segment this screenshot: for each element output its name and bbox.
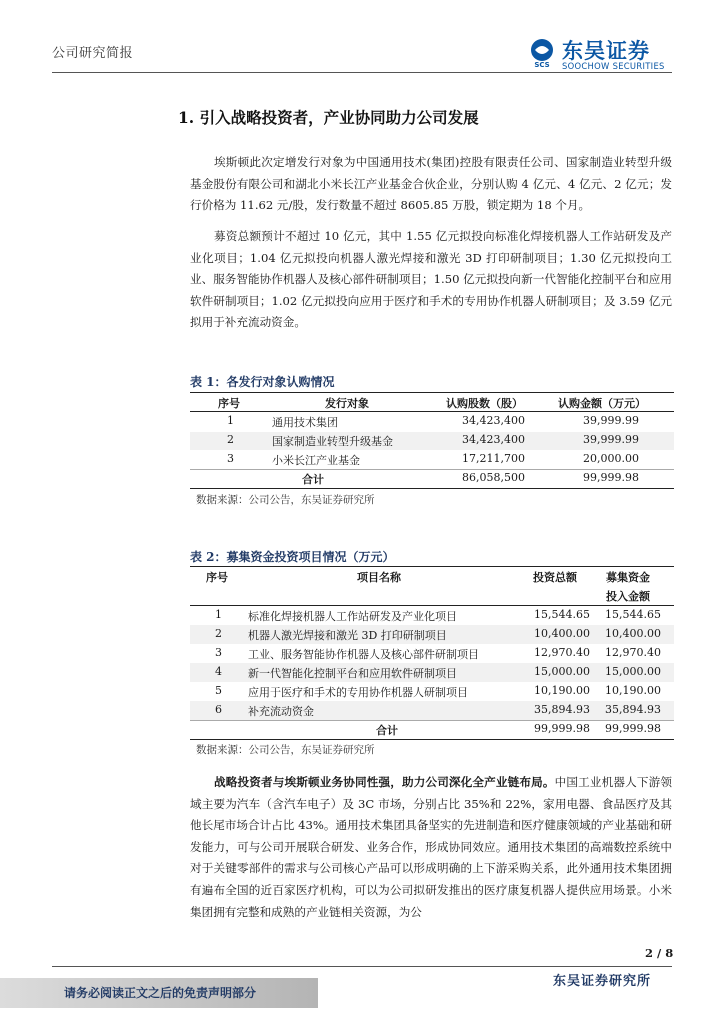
table1-cell: 39,999.99 [583,433,639,446]
table2-header-rule [190,605,674,606]
table2-cell: 3 [215,646,222,659]
company-logo [527,36,677,72]
table2-cell: 35,894.93 [605,703,661,716]
table1-header-cell: 认购金额（万元） [558,397,646,410]
table2-header-cell: 募集资金 [606,571,650,584]
table2-cell: 15,544.65 [534,608,590,621]
paragraph-synergy [190,772,672,923]
table2-cell: 12,970.40 [605,646,661,659]
table1-cell: 小米长江产业基金 [272,454,360,467]
table2-cell: 5 [215,684,222,697]
table2-bottom-rule [190,739,674,740]
table2-cell: 15,000.00 [605,665,661,678]
table2-source: 数据来源：公司公告，东吴证券研究所 [196,744,375,756]
table2-cell: 应用于医疗和手术的专用协作机器人研制项目 [248,686,468,699]
table1-cell: 2 [227,433,234,446]
table2-cell: 15,000.00 [534,665,590,678]
table1-total-rule [190,469,674,470]
table2-total-cell: 99,999.98 [605,722,661,735]
table2-header-cell: 投入金额 [606,590,650,603]
paragraph-synergy-lead: 战略投资者与埃斯顿业务协同性强，助力公司深化全产业链布局。 [214,775,555,789]
table2-cell: 1 [215,608,222,621]
paragraph-synergy-body: 中国工业机器人下游领域主要为汽车（含汽车电子）及 3C 市场，分别占比 35%和 22%，家用电器、食品医疗及其他长尾市场合计占比 43%。通用技术集团具备坚实的先进制造和医疗健康领域的产业基础和研发能力，可与公司开展联合研发、业务合作，形成协同效应。通用技术集团的高端数控系统中对于关键零部件的需求与公司核心产品可以形成明确的上下游采购关系，此外通用技术集团拥有遍布全国的近百家医疗机构，可以为公司拟研发推出的医疗康复机器人提供应用场景。小米集团拥有完整和成熟的产业链相关资源，为公 [190,775,672,919]
table2-top-rule [190,566,674,567]
table1-total-label: 合计 [302,473,324,486]
table2-total-rule [190,720,674,721]
logo-text-en: SOOCHOW SECURITIES [562,61,665,71]
table1-header-rule [190,411,674,412]
table2-cell: 补充流动资金 [248,705,314,718]
report-type-label: 公司研究简报 [52,46,134,61]
table1-total-cell: 99,999.98 [583,471,639,484]
table1-total-cell: 86,058,500 [462,471,525,484]
table1-caption: 表 1：各发行对象认购情况 [190,375,335,389]
table2-total-cell: 99,999.98 [534,722,590,735]
table2-cell: 10,190.00 [605,684,661,697]
footer-divider [52,966,672,967]
header-divider [52,72,672,73]
table1-header-cell: 发行对象 [325,397,369,410]
footer-disclaimer[interactable]: 请务必阅读正文之后的免责声明部分 [64,986,257,1000]
table2-cell: 4 [215,665,222,678]
table1-source: 数据来源：公司公告，东吴证券研究所 [196,494,375,506]
soochow-logo-icon [527,38,557,68]
table1-top-rule [190,392,674,393]
table2-cell: 35,894.93 [534,703,590,716]
table1-header-cell: 认购股数（股） [446,397,523,410]
table2-cell: 10,400.00 [534,627,590,640]
table2-caption: 表 2：募集资金投资项目情况（万元） [190,550,395,564]
table1-cell: 34,423,400 [462,433,525,446]
table1-cell: 国家制造业转型升级基金 [272,435,393,448]
table1-header-cell: 序号 [218,397,240,410]
table2-cell: 12,970.40 [534,646,590,659]
table2-cell: 10,190.00 [534,684,590,697]
table1-cell: 1 [227,414,234,427]
table1-cell: 17,211,700 [462,452,525,465]
table1-cell: 34,423,400 [462,414,525,427]
table1-bottom-rule [190,488,674,489]
table1-cell: 20,000.00 [583,452,639,465]
table2-cell: 6 [215,703,222,716]
table2-cell: 15,544.65 [605,608,661,621]
paragraph-fund-use: 募资总额预计不超过 10 亿元，其中 1.55 亿元拟投向标准化焊接机器人工作站研发及产业化项目；1.04 亿元拟投向机器人激光焊接和激光 3D 打印研制项目；1.30 亿元拟投向工业、服务智能协作机器人及核心部件研制项目；1.50 亿元拟投向新一代智能化控制平台和应用软件研制项目；1.02 亿元拟投向应用于医疗和手术的专用协作机器人研制项目；及 3.59 亿元拟用于补充流动资金。 [190,229,672,330]
table1-cell: 3 [227,452,234,465]
table2-cell: 2 [215,627,222,640]
table2-header-cell: 投资总额 [533,571,577,584]
logo-mark-text: SCS [534,61,550,68]
table2-header-cell: 项目名称 [357,571,401,584]
paragraph-issuance: 埃斯顿此次定增发行对象为中国通用技术(集团)控股有限责任公司、国家制造业转型升级基金股份有限公司和湖北小米长江产业基金合伙企业，分别认购 4 亿元、4 亿元、2 亿元；发行价格为 11.62 元/股，发行数量不超过 8605.85 万股，锁定期为 18 个月。 [190,155,672,213]
logo-text-cn: 东吴证券 [562,39,650,63]
footer-organization: 东吴证券研究所 [553,974,652,989]
table2-cell: 新一代智能化控制平台和应用软件研制项目 [248,667,457,680]
table2-cell: 机器人激光焊接和激光 3D 打印研制项目 [248,629,447,642]
table2-cell: 10,400.00 [605,627,661,640]
table2-cell: 工业、服务智能协作机器人及核心部件研制项目 [248,648,479,661]
page-number: 2 / 8 [645,946,674,960]
table1-cell: 通用技术集团 [272,416,338,429]
table1-cell: 39,999.99 [583,414,639,427]
table2-cell: 标准化焊接机器人工作站研发及产业化项目 [248,610,457,623]
table2-header-cell: 序号 [206,571,228,584]
section-heading: 1. 引入战略投资者，产业协同助力公司发展 [178,108,479,127]
table2-total-label: 合计 [376,724,398,737]
